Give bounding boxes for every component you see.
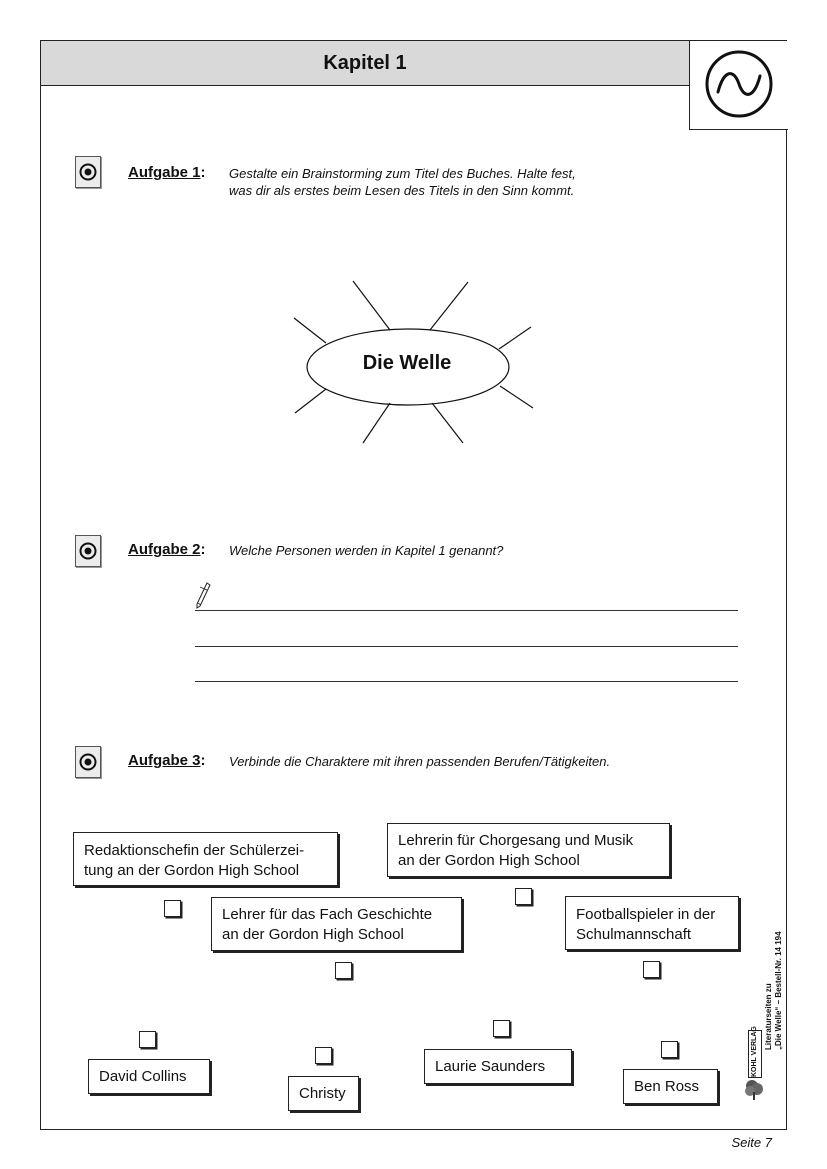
task-3-title: Aufgabe 3: xyxy=(128,752,206,769)
page-number: Seite 7 xyxy=(731,1135,772,1150)
checkbox-football[interactable] xyxy=(643,961,660,978)
chapter-header xyxy=(41,41,689,86)
answer-line-2[interactable] xyxy=(195,646,738,647)
character-box-ben-ross: Ben Ross xyxy=(623,1069,718,1104)
page-title: Kapitel 1 xyxy=(323,52,407,74)
character-box-christy: Christy xyxy=(288,1076,359,1111)
worksheet-page xyxy=(40,40,787,1130)
wave-icon xyxy=(704,49,774,119)
checkbox-ben-ross[interactable] xyxy=(661,1041,678,1058)
checkbox-david-collins[interactable] xyxy=(139,1031,156,1048)
task-2-title: Aufgabe 2: xyxy=(128,541,206,558)
tree-icon xyxy=(744,1078,766,1102)
checkbox-christy[interactable] xyxy=(315,1047,332,1064)
chapter-logo xyxy=(689,41,788,130)
publisher-side-text: Literaturseiten zu „Die Welle“ – Bestell-Nr. 14 194 xyxy=(764,931,783,1050)
checkbox-laurie-saunders[interactable] xyxy=(493,1020,510,1037)
task-3-instruction: Verbinde die Charaktere mit ihren passenden Berufen/Tätigkeiten. xyxy=(229,754,611,769)
task-2-instruction: Welche Personen werden in Kapitel 1 genannt? xyxy=(229,543,504,558)
mindmap-center-label: Die Welle xyxy=(362,352,452,374)
profession-box-redaktion: Redaktionschefin der Schülerzei- tung an der Gordon High School xyxy=(73,832,338,886)
answer-line-1[interactable] xyxy=(195,610,738,611)
checkbox-geschichte[interactable] xyxy=(335,962,352,979)
profession-box-chorgesang: Lehrerin für Chorgesang und Musik an der Gordon High School xyxy=(387,823,670,877)
character-box-david-collins: David Collins xyxy=(88,1059,210,1094)
checkbox-redaktion[interactable] xyxy=(164,900,181,917)
task-3-target-icon xyxy=(75,746,101,778)
publisher-name: KOHL VERLAG xyxy=(751,1026,758,1077)
profession-box-football: Footballspieler in der Schulmannschaft xyxy=(565,896,739,950)
task-1-instruction: Gestalte ein Brainstorming zum Titel des Buches. Halte fest, was dir als erstes beim Lesen des Titels in den Sinn kommt. xyxy=(229,166,576,198)
character-box-laurie-saunders: Laurie Saunders xyxy=(424,1049,572,1084)
task-1-target-icon xyxy=(75,156,101,188)
answer-line-3[interactable] xyxy=(195,681,738,682)
pencil-icon xyxy=(195,582,211,610)
task-2-target-icon xyxy=(75,535,101,567)
profession-box-geschichte: Lehrer für das Fach Geschichte an der Gordon High School xyxy=(211,897,462,951)
checkbox-chorgesang[interactable] xyxy=(515,888,532,905)
task-1-title: Aufgabe 1: xyxy=(128,164,206,181)
